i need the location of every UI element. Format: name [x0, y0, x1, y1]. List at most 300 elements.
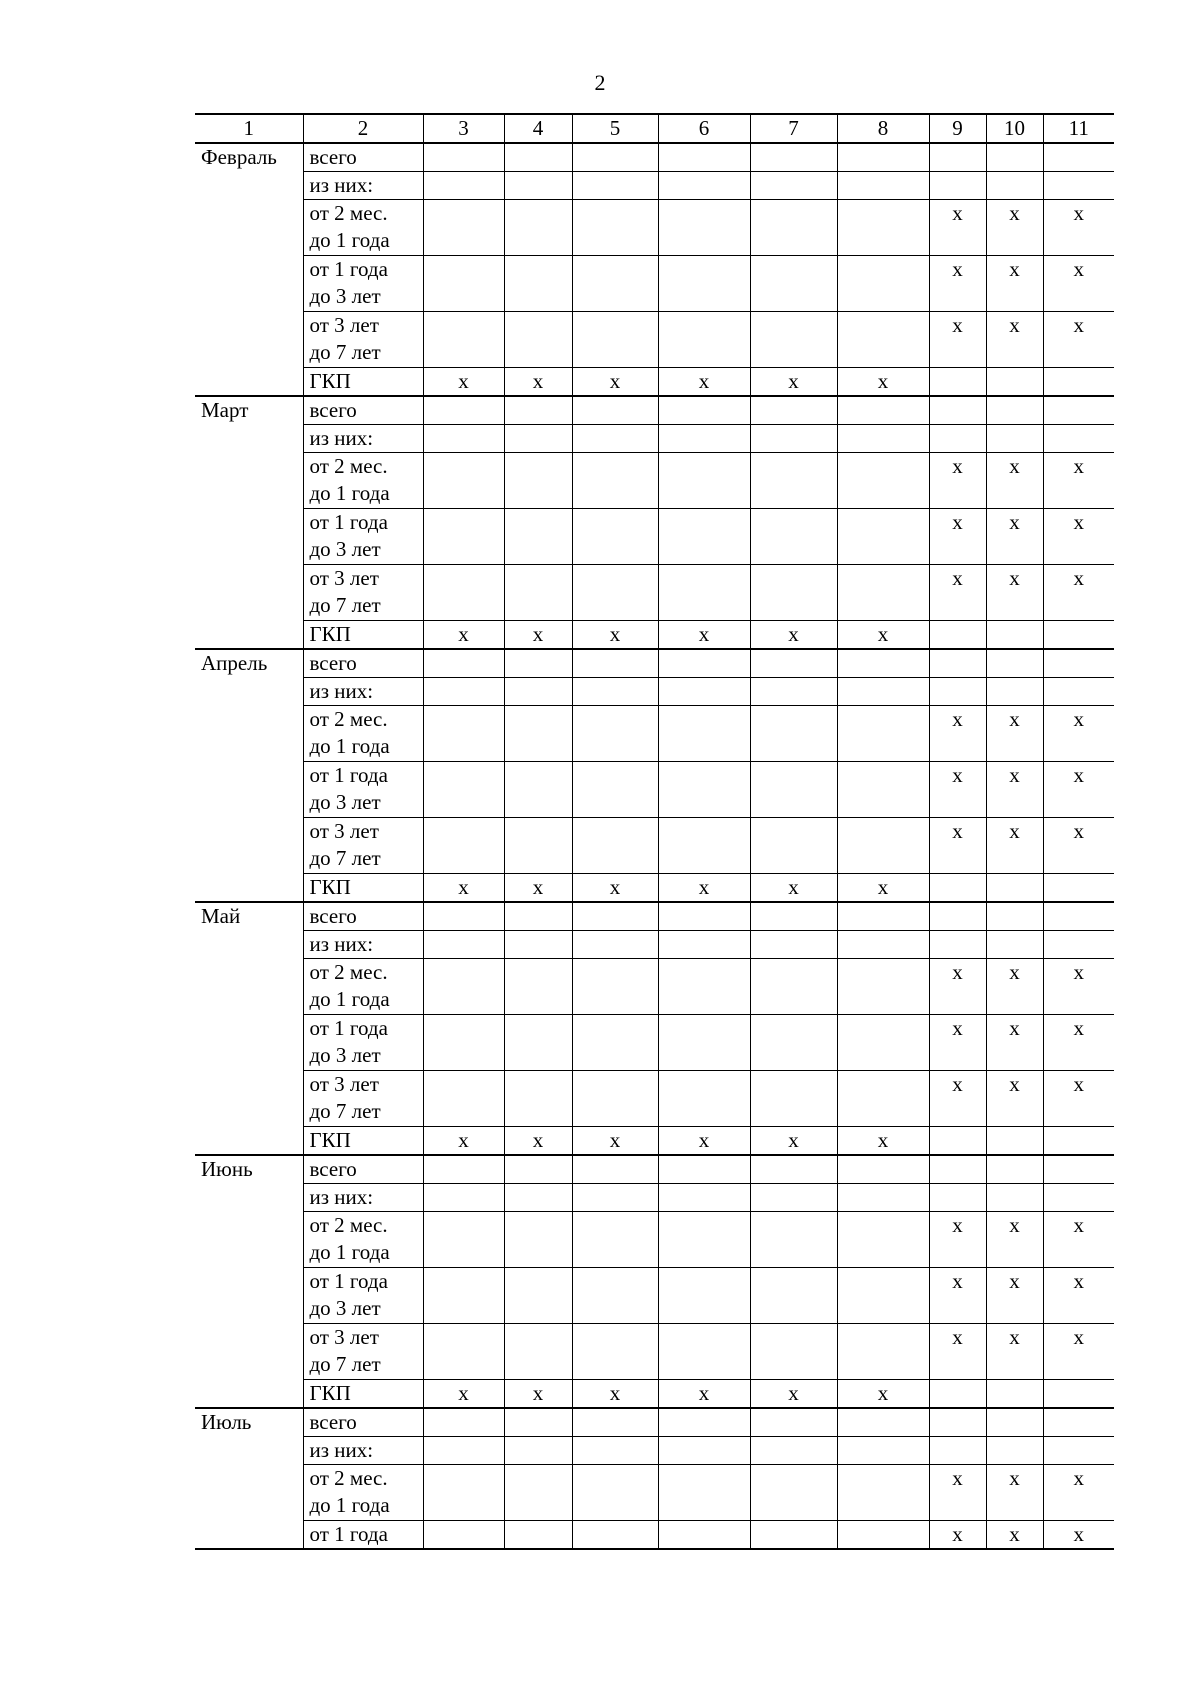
row-label: [303, 143, 423, 172]
data-cell: [750, 1015, 837, 1071]
row-label-line: до 7 лет: [309, 846, 381, 870]
data-cell: [750, 1437, 837, 1465]
row-label: [303, 396, 423, 425]
data-cell: х: [929, 818, 986, 874]
table-row: [195, 1380, 1114, 1409]
data-cell: [658, 1071, 750, 1127]
data-cell: [423, 762, 504, 818]
data-cell: х: [837, 1127, 929, 1156]
month-label: Май: [195, 902, 303, 1155]
data-cell: [929, 1184, 986, 1212]
data-cell: х: [986, 959, 1043, 1015]
data-cell: [423, 1521, 504, 1550]
data-cell: [837, 959, 929, 1015]
row-label: [303, 959, 423, 1015]
data-cell: [658, 1268, 750, 1324]
data-cell: х: [929, 762, 986, 818]
data-cell: х: [658, 874, 750, 903]
row-label: [303, 1184, 423, 1212]
data-cell: х: [1043, 256, 1114, 312]
data-cell: [986, 1408, 1043, 1437]
data-cell: [750, 200, 837, 256]
data-cell: х: [1043, 1324, 1114, 1380]
data-cell: х: [986, 312, 1043, 368]
data-cell: х: [929, 706, 986, 762]
data-cell: х: [929, 1212, 986, 1268]
data-cell: х: [986, 509, 1043, 565]
data-cell: [423, 1184, 504, 1212]
data-cell: [572, 678, 658, 706]
data-cell: [750, 172, 837, 200]
data-cell: [504, 256, 572, 312]
data-cell: [504, 931, 572, 959]
data-cell: х: [1043, 1212, 1114, 1268]
data-cell: [504, 1408, 572, 1437]
data-cell: [750, 902, 837, 931]
row-label-line: от 2 мес.: [309, 201, 388, 225]
data-cell: х: [750, 368, 837, 397]
row-label-line: до 1 года: [309, 734, 390, 758]
row-label: [303, 509, 423, 565]
data-cell: [837, 1015, 929, 1071]
data-cell: [750, 1155, 837, 1184]
data-cell: [572, 453, 658, 509]
row-label: [303, 368, 423, 397]
row-label-line: от 1 года: [309, 1269, 388, 1293]
table-row: [195, 1521, 1114, 1550]
data-cell: х: [1043, 1071, 1114, 1127]
row-label-line: до 7 лет: [309, 1352, 381, 1376]
data-cell: [504, 1212, 572, 1268]
data-cell: [986, 1184, 1043, 1212]
data-cell: [837, 425, 929, 453]
data-cell: [1043, 1437, 1114, 1465]
data-cell: [504, 1268, 572, 1324]
data-cell: [750, 959, 837, 1015]
table-row: [195, 143, 1114, 172]
row-label-line: от 1 года: [309, 1016, 388, 1040]
column-number: 9: [929, 114, 986, 143]
data-cell: [837, 312, 929, 368]
data-cell: х: [986, 1071, 1043, 1127]
data-cell: х: [929, 959, 986, 1015]
data-cell: [1043, 649, 1114, 678]
row-label: [303, 706, 423, 762]
data-cell: [423, 425, 504, 453]
data-cell: х: [1043, 200, 1114, 256]
data-cell: х: [572, 1127, 658, 1156]
table-row: [195, 1212, 1114, 1268]
data-cell: [986, 172, 1043, 200]
data-cell: [504, 312, 572, 368]
data-cell: х: [986, 565, 1043, 621]
row-label: [303, 425, 423, 453]
data-cell: х: [423, 621, 504, 650]
data-cell: [504, 1071, 572, 1127]
table-row: [195, 902, 1114, 931]
row-label: [303, 874, 423, 903]
row-label-line: всего: [309, 1157, 357, 1181]
data-cell: [750, 1268, 837, 1324]
row-label-line: от 3 лет: [309, 1325, 379, 1349]
row-label: [303, 1127, 423, 1156]
data-cell: х: [986, 256, 1043, 312]
data-cell: [837, 931, 929, 959]
data-cell: [658, 565, 750, 621]
data-cell: [986, 396, 1043, 425]
data-cell: [1043, 1184, 1114, 1212]
data-cell: [423, 1408, 504, 1437]
table-row: [195, 1127, 1114, 1156]
data-cell: [423, 649, 504, 678]
data-cell: [572, 1212, 658, 1268]
data-cell: [658, 256, 750, 312]
row-label: [303, 1212, 423, 1268]
row-label: [303, 1408, 423, 1437]
data-cell: [1043, 902, 1114, 931]
data-cell: [750, 453, 837, 509]
data-cell: [750, 1465, 837, 1521]
data-cell: х: [929, 453, 986, 509]
row-label-line: всего: [309, 1410, 357, 1434]
data-cell: х: [986, 1015, 1043, 1071]
data-cell: [504, 762, 572, 818]
data-cell: [986, 621, 1043, 650]
data-cell: [572, 762, 658, 818]
data-cell: х: [750, 1127, 837, 1156]
row-label-line: до 1 года: [309, 987, 390, 1011]
row-label-line: от 2 мес.: [309, 454, 388, 478]
data-cell: [423, 1324, 504, 1380]
data-cell: х: [658, 1380, 750, 1409]
data-cell: [837, 1408, 929, 1437]
data-cell: [658, 509, 750, 565]
data-cell: х: [423, 1380, 504, 1409]
row-label-line: до 7 лет: [309, 340, 381, 364]
data-cell: [658, 1324, 750, 1380]
data-cell: х: [1043, 509, 1114, 565]
data-cell: [750, 1521, 837, 1550]
table-row: [195, 312, 1114, 368]
table-row: [195, 1071, 1114, 1127]
row-label: [303, 1015, 423, 1071]
data-cell: [837, 1155, 929, 1184]
data-cell: [572, 256, 658, 312]
data-cell: [658, 762, 750, 818]
data-cell: [423, 1268, 504, 1324]
row-label-line: из них:: [309, 1438, 374, 1462]
row-label-line: до 3 лет: [309, 1043, 381, 1067]
table-row: [195, 706, 1114, 762]
data-cell: [1043, 1127, 1114, 1156]
data-cell: [658, 1184, 750, 1212]
data-cell: х: [929, 1465, 986, 1521]
data-cell: [423, 453, 504, 509]
row-label: [303, 1521, 423, 1550]
data-cell: [572, 818, 658, 874]
row-label: [303, 200, 423, 256]
data-cell: [986, 368, 1043, 397]
row-label-line: всего: [309, 904, 357, 928]
table-row: [195, 256, 1114, 312]
data-cell: х: [1043, 453, 1114, 509]
data-cell: [750, 1071, 837, 1127]
data-cell: [750, 256, 837, 312]
data-cell: [572, 200, 658, 256]
data-cell: [750, 1184, 837, 1212]
data-cell: х: [837, 1380, 929, 1409]
data-cell: [572, 706, 658, 762]
data-cell: [929, 425, 986, 453]
data-cell: [658, 931, 750, 959]
data-cell: [929, 621, 986, 650]
page-number: 2: [594, 70, 606, 95]
column-number: 8: [837, 114, 929, 143]
data-cell: [423, 565, 504, 621]
data-cell: [572, 1155, 658, 1184]
data-cell: [504, 1324, 572, 1380]
data-cell: [572, 1184, 658, 1212]
row-label-line: от 2 мес.: [309, 1466, 388, 1490]
table-row: [195, 621, 1114, 650]
data-cell: [929, 368, 986, 397]
column-number: 2: [303, 114, 423, 143]
data-cell: [423, 396, 504, 425]
data-cell: х: [929, 1324, 986, 1380]
data-cell: х: [929, 565, 986, 621]
data-cell: [658, 818, 750, 874]
row-label-line: от 2 мес.: [309, 1213, 388, 1237]
row-label-line: до 1 года: [309, 228, 390, 252]
data-cell: х: [1043, 818, 1114, 874]
row-label-line: ГКП: [309, 875, 351, 899]
data-cell: х: [504, 874, 572, 903]
data-cell: [504, 818, 572, 874]
data-cell: [572, 1437, 658, 1465]
data-cell: х: [750, 874, 837, 903]
table-row: [195, 1184, 1114, 1212]
data-cell: х: [572, 621, 658, 650]
data-cell: [929, 649, 986, 678]
row-label: [303, 818, 423, 874]
data-cell: [504, 143, 572, 172]
data-cell: [572, 425, 658, 453]
data-cell: [1043, 1380, 1114, 1409]
table-row: [195, 200, 1114, 256]
data-cell: х: [929, 256, 986, 312]
data-cell: [423, 312, 504, 368]
table-row: [195, 1268, 1114, 1324]
data-cell: [750, 649, 837, 678]
data-cell: [423, 902, 504, 931]
data-cell: [929, 1127, 986, 1156]
data-cell: [929, 143, 986, 172]
data-cell: [423, 959, 504, 1015]
row-label-line: от 1 года: [309, 1522, 388, 1546]
data-cell: [837, 1071, 929, 1127]
data-cell: [750, 565, 837, 621]
data-cell: [658, 959, 750, 1015]
data-cell: х: [929, 312, 986, 368]
data-cell: [929, 931, 986, 959]
data-cell: х: [929, 509, 986, 565]
data-cell: [837, 1184, 929, 1212]
data-cell: х: [1043, 706, 1114, 762]
data-cell: [1043, 678, 1114, 706]
table-row: [195, 762, 1114, 818]
row-label: [303, 902, 423, 931]
data-cell: [837, 143, 929, 172]
data-cell: [572, 1521, 658, 1550]
table-row: [195, 1015, 1114, 1071]
row-label-line: от 2 мес.: [309, 960, 388, 984]
data-cell: х: [423, 368, 504, 397]
data-cell: х: [929, 1521, 986, 1550]
data-cell: х: [986, 706, 1043, 762]
row-label: [303, 453, 423, 509]
data-cell: [572, 1268, 658, 1324]
data-cell: [572, 959, 658, 1015]
table-row: [195, 959, 1114, 1015]
data-cell: [929, 1155, 986, 1184]
data-cell: [504, 453, 572, 509]
data-cell: х: [572, 368, 658, 397]
data-cell: х: [1043, 762, 1114, 818]
data-cell: [423, 678, 504, 706]
row-label-line: из них:: [309, 426, 374, 450]
row-label-line: ГКП: [309, 1381, 351, 1405]
data-cell: [750, 425, 837, 453]
data-cell: [1043, 368, 1114, 397]
row-label: [303, 565, 423, 621]
row-label: [303, 762, 423, 818]
row-label: [303, 172, 423, 200]
data-cell: х: [837, 368, 929, 397]
data-cell: х: [1043, 312, 1114, 368]
column-number: 7: [750, 114, 837, 143]
data-cell: [658, 902, 750, 931]
data-cell: х: [658, 368, 750, 397]
data-cell: [572, 396, 658, 425]
data-cell: [504, 509, 572, 565]
data-cell: х: [504, 368, 572, 397]
row-label-line: из них:: [309, 679, 374, 703]
data-cell: [572, 509, 658, 565]
row-label-line: всего: [309, 651, 357, 675]
table-row: [195, 509, 1114, 565]
data-cell: х: [1043, 1015, 1114, 1071]
data-cell: [572, 1071, 658, 1127]
data-cell: х: [929, 1071, 986, 1127]
data-cell: [837, 678, 929, 706]
row-label-line: до 3 лет: [309, 537, 381, 561]
data-cell: х: [1043, 959, 1114, 1015]
data-cell: [837, 509, 929, 565]
data-cell: [504, 1437, 572, 1465]
data-cell: [929, 902, 986, 931]
data-cell: [750, 818, 837, 874]
column-number: 5: [572, 114, 658, 143]
data-cell: [750, 509, 837, 565]
table-row: [195, 172, 1114, 200]
data-cell: х: [837, 874, 929, 903]
data-cell: [658, 425, 750, 453]
row-label: [303, 621, 423, 650]
table-row: [195, 565, 1114, 621]
data-cell: [572, 312, 658, 368]
row-label: [303, 1437, 423, 1465]
data-cell: [658, 143, 750, 172]
data-cell: [658, 312, 750, 368]
data-cell: [929, 172, 986, 200]
data-cell: [750, 396, 837, 425]
data-cell: [572, 1324, 658, 1380]
data-cell: х: [423, 1127, 504, 1156]
data-cell: [986, 143, 1043, 172]
data-cell: [837, 172, 929, 200]
data-cell: [504, 649, 572, 678]
data-cell: х: [986, 1324, 1043, 1380]
row-label-line: от 1 года: [309, 510, 388, 534]
table-row: [195, 1437, 1114, 1465]
data-cell: [986, 1127, 1043, 1156]
table-row: [195, 425, 1114, 453]
row-label-line: от 3 лет: [309, 566, 379, 590]
table-row: [195, 818, 1114, 874]
data-cell: [572, 649, 658, 678]
month-label: Июль: [195, 1408, 303, 1549]
data-cell: [572, 1408, 658, 1437]
data-cell: [986, 678, 1043, 706]
data-cell: [929, 1437, 986, 1465]
data-cell: [750, 1324, 837, 1380]
row-label: [303, 1071, 423, 1127]
data-cell: [504, 1015, 572, 1071]
row-label-line: из них:: [309, 173, 374, 197]
data-cell: [658, 200, 750, 256]
data-cell: [929, 1380, 986, 1409]
data-cell: [423, 172, 504, 200]
data-cell: [929, 874, 986, 903]
row-label-line: до 7 лет: [309, 1099, 381, 1123]
data-cell: [750, 312, 837, 368]
data-cell: [504, 1465, 572, 1521]
data-cell: х: [1043, 1521, 1114, 1550]
data-cell: [423, 1465, 504, 1521]
data-cell: [423, 1015, 504, 1071]
data-cell: [658, 1465, 750, 1521]
data-cell: [658, 1212, 750, 1268]
data-cell: х: [986, 1521, 1043, 1550]
data-cell: [504, 1155, 572, 1184]
data-cell: х: [572, 874, 658, 903]
data-cell: х: [986, 1268, 1043, 1324]
data-cell: [986, 874, 1043, 903]
data-cell: [504, 1521, 572, 1550]
data-cell: [504, 902, 572, 931]
row-label: [303, 678, 423, 706]
row-label: [303, 649, 423, 678]
data-cell: х: [986, 200, 1043, 256]
data-cell: [750, 678, 837, 706]
table-body: [195, 114, 1114, 1549]
data-cell: х: [504, 1380, 572, 1409]
month-label: Июнь: [195, 1155, 303, 1408]
data-cell: [837, 1268, 929, 1324]
row-label-line: всего: [309, 398, 357, 422]
data-cell: [929, 1408, 986, 1437]
data-cell: [837, 649, 929, 678]
